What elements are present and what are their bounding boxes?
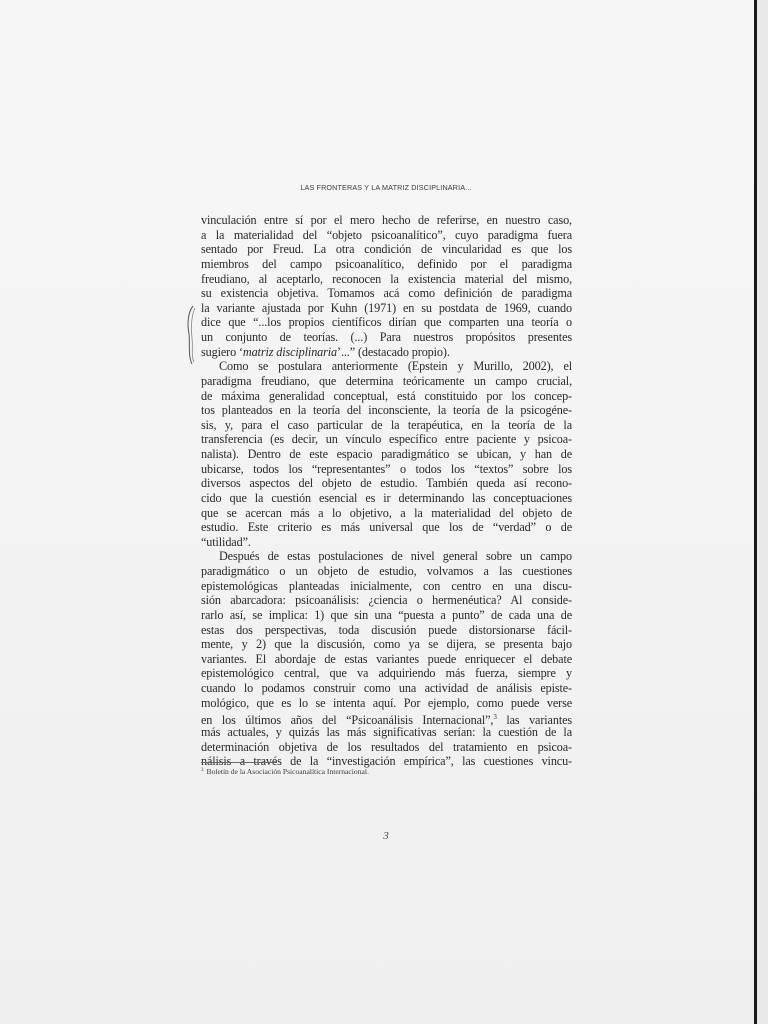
footnote-reference: 3 — [493, 713, 497, 722]
text-line: determinación objetiva de los resultados del tratamiento en psicoa- — [201, 739, 572, 754]
text-line: diversos aspectos del objeto de estudio. También queda así recono- — [201, 476, 572, 491]
text-line: estas dos perspectivas, toda discusión puede distorsionarse fácil- — [201, 622, 572, 637]
text-line: dice que “...los propios científicos dirían que comparten una teoría o — [201, 315, 572, 330]
text-line: nálisis a través de la “investigación empírica”, las cuestiones vincu- — [201, 754, 572, 769]
italic-term: matriz disciplinaria — [242, 344, 338, 359]
text-line: ubicarse, todos los “representantes” o todos los “textos” sobre los — [201, 461, 572, 476]
text-line: variantes. El abordaje de estas variantes puede enriquecer el debate — [201, 651, 572, 666]
margin-bracket-mark — [184, 304, 198, 366]
text-line: epistemológicas planteadas inicialmente, con centro en una discu- — [201, 578, 572, 593]
text-line: mente, y 2) que la discusión, como ya se dijera, se presenta bajo — [201, 637, 572, 652]
text-line: más actuales, y quizás las más significativas serían: la cuestión de la — [201, 724, 572, 739]
footnote-divider — [201, 762, 277, 763]
text-line: la variante ajustada por Kuhn (1971) en su postdata de 1969, cuando — [201, 300, 572, 315]
text-line: cido que la cuestión esencial es ir determinando las conceptuaciones — [201, 490, 572, 505]
text-line: nalista). Dentro de este espacio paradigmático se ubican, y han de — [201, 447, 572, 461]
text-line: paradigma freudiano, que determina teóricamente un campo crucial, — [201, 373, 572, 388]
text-line: “utilidad”. — [201, 534, 251, 549]
body-text — [201, 213, 572, 769]
text-line: un conjunto de teorías. (...) Para nuestros propósitos presentes — [201, 330, 572, 344]
page-number: 3 — [383, 830, 389, 842]
text-line: cuando lo podamos construir como una actividad de análisis episte- — [201, 681, 572, 695]
text-line-end: las variantes — [496, 713, 572, 728]
text-line: paradigmático o un objeto de estudio, volvamos a las cuestiones — [201, 564, 572, 578]
footnote-marker: 3 — [201, 768, 204, 773]
text-line-italic-mix: sugiero ‘matriz disciplinaria’...” (destacado propio). — [201, 344, 450, 359]
text-line: epistemológico central, que va adquiriendo más fuerza, siempre y — [201, 666, 572, 681]
text-line: sis, y, para el caso particular de la terapéutica, en la teoría de la — [201, 417, 572, 432]
text-line-with-footnote-ref — [201, 710, 572, 728]
text-line: de máxima generalidad conceptual, está constituido por los concep- — [201, 388, 572, 403]
text-line: vinculación entre sí por el mero hecho de referirse, en nuestro caso, — [201, 213, 572, 227]
text-line: sentado por Freud. La otra condición de vincularidad es que los — [201, 242, 572, 257]
text-line: sión abarcadora: psicoanálisis: ¿ciencia o hermenéutica? Al conside- — [201, 593, 572, 608]
text-line: Después de estas postulaciones de nivel general sobre un campo — [219, 549, 572, 564]
text-line: transferencia (es decir, un vínculo específico entre paciente y psicoa- — [201, 432, 572, 447]
text-line: tos planteados en la teoría del inconsciente, la teoría de la psicogéne- — [201, 403, 572, 418]
text-line: a la materialidad del “objeto psicoanalítico”, cuyo paradigma fuera — [201, 227, 572, 242]
text-line: que se acercan más a lo objetivo, a la materialidad del objeto de — [201, 505, 572, 520]
text-line: Como se postulara anteriormente (Epstein y Murillo, 2002), el — [219, 359, 572, 374]
text-line-start: en los últimos años del “Psicoanálisis Internacional”, — [201, 713, 494, 728]
text-line: su existencia objetiva. Tomamos acá como definición de paradigma — [201, 286, 572, 301]
scan-background-strip — [757, 0, 768, 1024]
text-line: estudio. Este criterio es más universal que los de “verdad” o de — [201, 520, 572, 535]
text-line: freudiano, al aceptarlo, reconocen la existencia material del mismo, — [201, 271, 572, 286]
text-line: rarlo así, se implica: 1) que sin una “puesta a punto” de cada una de — [201, 607, 572, 622]
footnote-text: Boletín de la Asociación Psicoanalítica Internacional. — [206, 767, 369, 776]
footnote — [201, 767, 369, 776]
running-head: LAS FRONTERAS Y LA MATRIZ DISCIPLINARIA... — [300, 183, 472, 192]
text-line: mológico, que es lo se intenta aquí. Por ejemplo, como puede verse — [201, 695, 572, 710]
text-line: miembros del campo psicoanalítico, definido por el paradigma — [201, 256, 572, 271]
